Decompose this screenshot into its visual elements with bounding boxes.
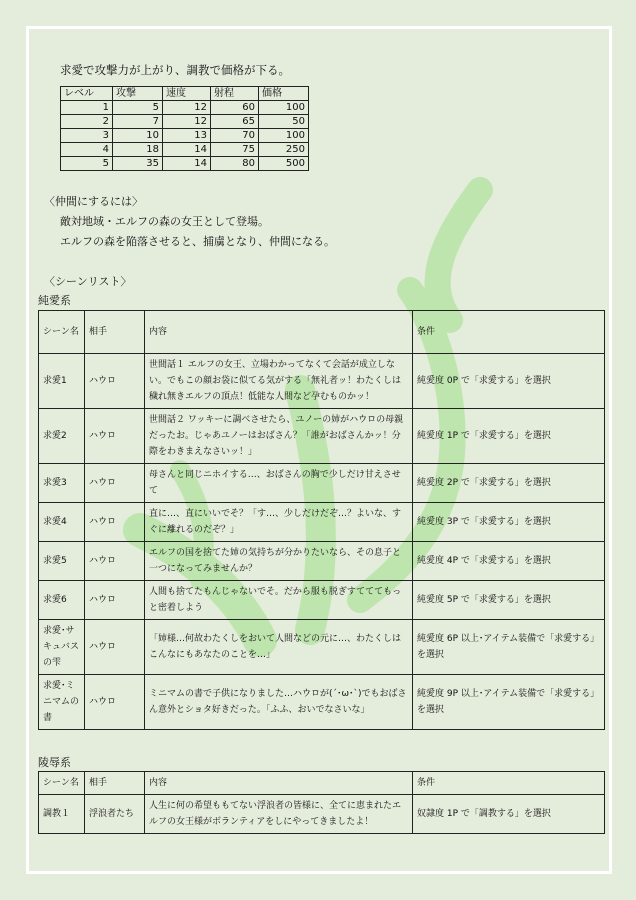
content-cell: 人間も捨てたもんじゃないでそ。だから服も脱ぎすてててもっと密着しよう <box>145 581 413 620</box>
join-line-1: 敵対地域・エルフの森の女王として登場。 <box>60 215 269 228</box>
stats-cell: 14 <box>163 143 211 157</box>
partner-cell: ハウロ <box>85 464 145 503</box>
stats-cell: 4 <box>61 143 113 157</box>
scene-name-cell: 求愛5 <box>39 542 85 581</box>
header-scene-name: シーン名 <box>39 311 85 354</box>
join-line-2: エルフの森を陥落させると、捕虜となり、仲間になる。 <box>60 235 335 248</box>
partner-cell: ハウロ <box>85 581 145 620</box>
partner-cell: ハウロ <box>85 620 145 675</box>
scene-name-cell: 求愛･サキュバスの雫 <box>39 620 85 675</box>
humiliation-title: 陵辱系 <box>38 756 71 769</box>
scene-name-cell: 求愛･ミニマムの書 <box>39 675 85 730</box>
scene-row <box>39 581 605 620</box>
pure-love-title: 純愛系 <box>38 294 71 307</box>
stats-header-row <box>61 87 309 101</box>
stats-cell: 5 <box>113 101 163 115</box>
condition-cell: 純愛度 1P で「求愛する」を選択 <box>413 409 605 464</box>
stats-cell: 1 <box>61 101 113 115</box>
condition-cell: 純愛度 9P 以上･アイテム装備で「求愛する」を選択 <box>413 675 605 730</box>
content-cell: エルフの国を捨てた姉の気持ちが分かりたいなら、その息子と一つになってみませんか？ <box>145 542 413 581</box>
content-cell: 世間話１ エルフの女王、立場わかってなくて会話が成立しない。でもこの顔お袋に似てる気がする「無礼者ッ！わたくしは穢れ無きエルフの頂点！低能な人間など孕むものかッ！ <box>145 354 413 409</box>
stats-cell: 65 <box>211 115 259 129</box>
stats-row <box>61 101 309 115</box>
scene-row <box>39 620 605 675</box>
scene-row <box>39 354 605 409</box>
scene-row <box>39 464 605 503</box>
scene-row <box>39 675 605 730</box>
stats-cell: 75 <box>211 143 259 157</box>
header-partner: 相手 <box>85 772 145 795</box>
stats-row <box>61 115 309 129</box>
content-cell: 「姉様…何故わたくしをおいて人間などの元に…、わたくしはこんなにもあなたのことを…」 <box>145 620 413 675</box>
level-stats-table <box>60 86 309 171</box>
stats-cell: 100 <box>259 101 309 115</box>
stats-cell: 5 <box>61 157 113 171</box>
stats-cell: 70 <box>211 129 259 143</box>
scene-name-cell: 求愛2 <box>39 409 85 464</box>
pure-love-scene-table <box>38 310 605 730</box>
condition-cell: 純愛度 4P で「求愛する」を選択 <box>413 542 605 581</box>
stats-header-attack: 攻撃 <box>113 87 163 101</box>
content-cell: 母さんと同じニホイする…、おばさんの胸で少しだけ甘えさせて <box>145 464 413 503</box>
header-content: 内容 <box>145 772 413 795</box>
stats-cell: 250 <box>259 143 309 157</box>
header-condition: 条件 <box>413 311 605 354</box>
content-cell: 人生に何の希望ももてない浮浪者の皆様に、全てに恵まれたエルフの女王様がボランティアをしにやってきましたよ！ <box>145 795 413 834</box>
stats-cell: 10 <box>113 129 163 143</box>
header-scene-name: シーン名 <box>39 772 85 795</box>
header-condition: 条件 <box>413 772 605 795</box>
condition-cell: 純愛度 0P で「求愛する」を選択 <box>413 354 605 409</box>
stats-row <box>61 129 309 143</box>
partner-cell: ハウロ <box>85 675 145 730</box>
stats-cell: 12 <box>163 115 211 129</box>
scene-row <box>39 795 605 834</box>
stats-cell: 13 <box>163 129 211 143</box>
stats-cell: 18 <box>113 143 163 157</box>
condition-cell: 純愛度 3P で「求愛する」を選択 <box>413 503 605 542</box>
condition-cell: 純愛度 2P で「求愛する」を選択 <box>413 464 605 503</box>
partner-cell: 浮浪者たち <box>85 795 145 834</box>
humiliation-scene-table <box>38 771 605 834</box>
header-content: 内容 <box>145 311 413 354</box>
scene-name-cell: 求愛4 <box>39 503 85 542</box>
stats-cell: 50 <box>259 115 309 129</box>
stats-cell: 100 <box>259 129 309 143</box>
scene-row <box>39 503 605 542</box>
condition-cell: 純愛度 5P で「求愛する」を選択 <box>413 581 605 620</box>
scene-header-row <box>39 772 605 795</box>
stats-cell: 7 <box>113 115 163 129</box>
stats-row <box>61 143 309 157</box>
scene-list-heading: 〈シーンリスト〉 <box>44 275 132 288</box>
condition-cell: 奴隷度 1P で「調教する」を選択 <box>413 795 605 834</box>
stats-cell: 500 <box>259 157 309 171</box>
stats-header-speed: 速度 <box>163 87 211 101</box>
intro-text: 求愛で攻撃力が上がり、調教で価格が下る。 <box>60 63 290 77</box>
scene-row <box>39 409 605 464</box>
stats-row <box>61 157 309 171</box>
partner-cell: ハウロ <box>85 409 145 464</box>
join-heading: 〈仲間にするには〉 <box>44 195 143 208</box>
stats-cell: 35 <box>113 157 163 171</box>
stats-cell: 2 <box>61 115 113 129</box>
partner-cell: ハウロ <box>85 542 145 581</box>
scene-name-cell: 求愛3 <box>39 464 85 503</box>
stats-cell: 3 <box>61 129 113 143</box>
content-cell: 世間話２ ワッキーに調べさせたら、ユノーの姉がハウロの母親だったお。じゃあユノーはおばさん？「誰がおばさんかッ！分際をわきまえなさいッ！」 <box>145 409 413 464</box>
partner-cell: ハウロ <box>85 503 145 542</box>
stats-header-price: 価格 <box>259 87 309 101</box>
stats-cell: 60 <box>211 101 259 115</box>
stats-cell: 80 <box>211 157 259 171</box>
scene-name-cell: 求愛6 <box>39 581 85 620</box>
content-cell: 直に…、直にいいでそ？「す…、少しだけだぞ…？よいな、すぐに離れるのだぞ？」 <box>145 503 413 542</box>
header-partner: 相手 <box>85 311 145 354</box>
stats-header-range: 射程 <box>211 87 259 101</box>
condition-cell: 純愛度 6P 以上･アイテム装備で「求愛する」を選択 <box>413 620 605 675</box>
scene-row <box>39 542 605 581</box>
stats-cell: 14 <box>163 157 211 171</box>
stats-header-level: レベル <box>61 87 113 101</box>
partner-cell: ハウロ <box>85 354 145 409</box>
scene-name-cell: 調教１ <box>39 795 85 834</box>
scene-name-cell: 求愛1 <box>39 354 85 409</box>
stats-cell: 12 <box>163 101 211 115</box>
content-cell: ミニマムの書で子供になりました…ハウロが(´･ω･`)でもおばさん意外とショタ好きだった。「ふふ、おいでなさいな」 <box>145 675 413 730</box>
scene-header-row <box>39 311 605 354</box>
